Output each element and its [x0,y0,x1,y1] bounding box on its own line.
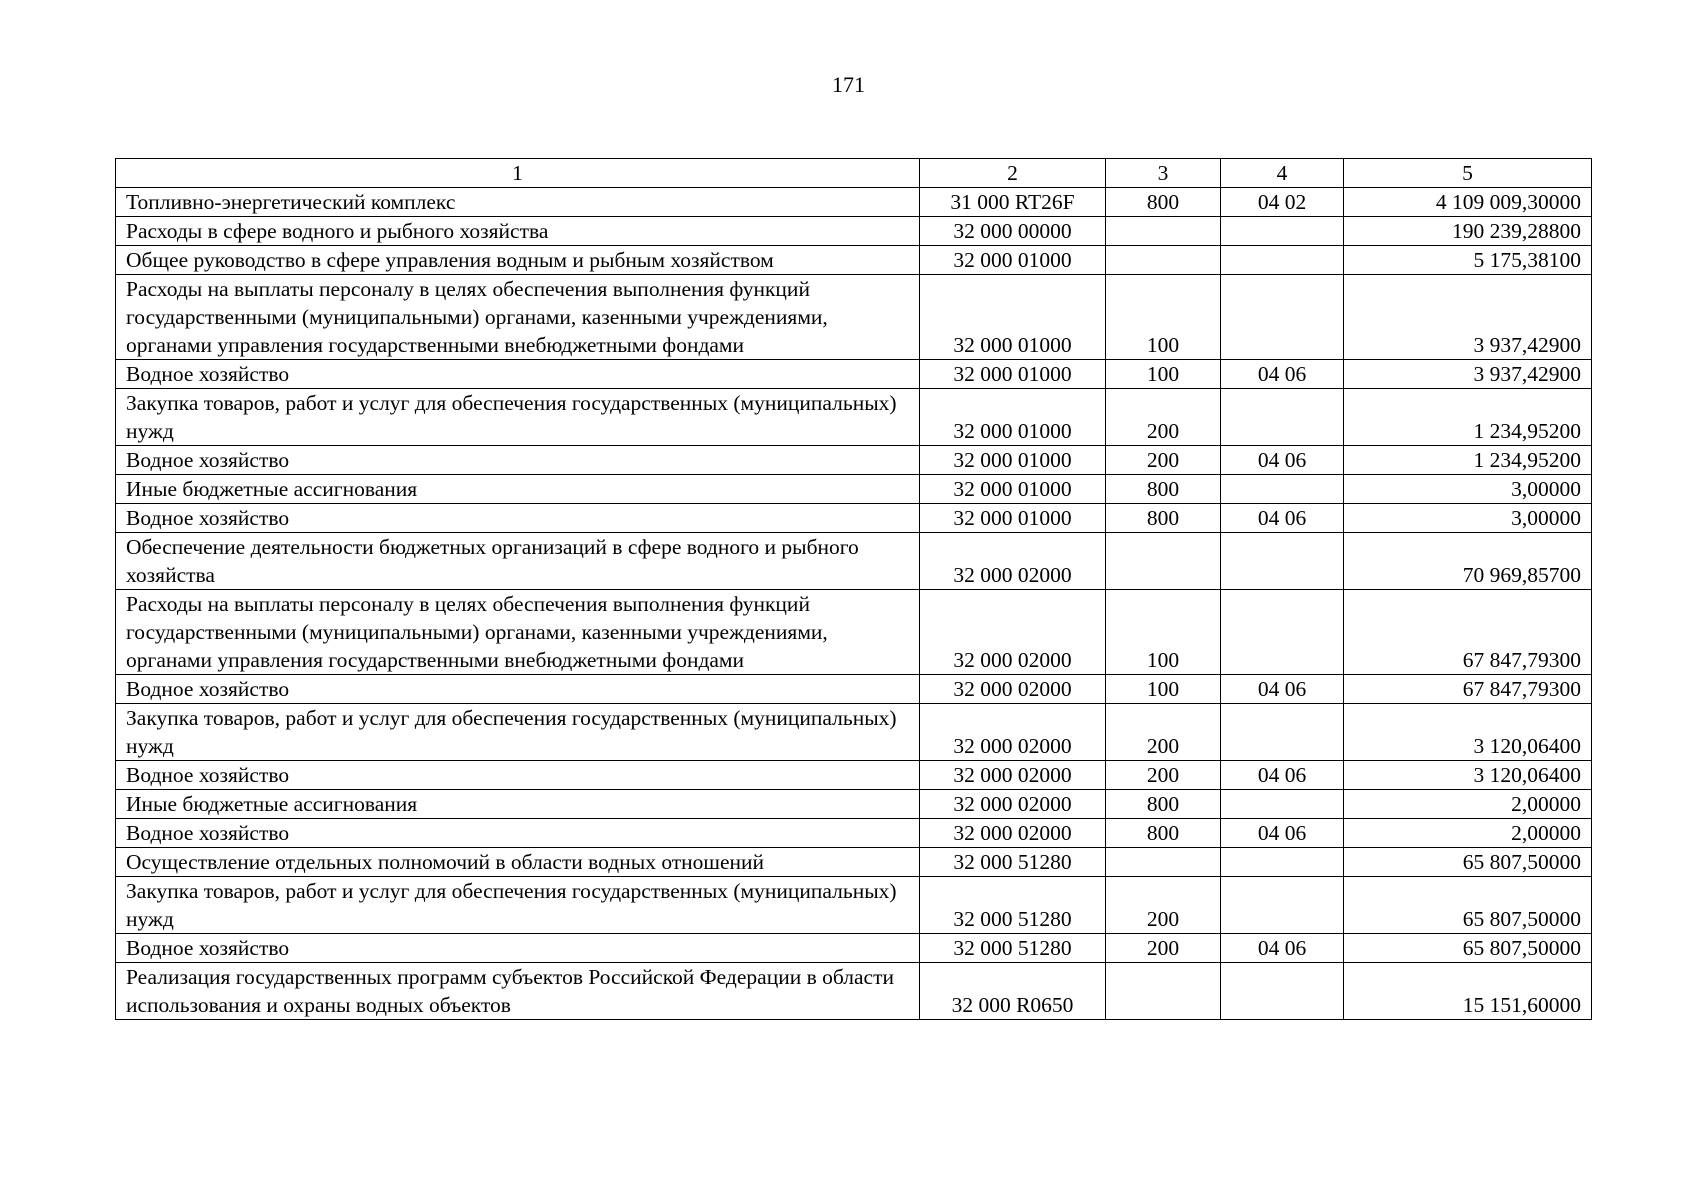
page-number: 171 [832,72,865,97]
cell-target-code: 32 000 02000 [920,704,1106,761]
cell-amount: 2,00000 [1344,819,1592,848]
cell-target-code: 32 000 02000 [920,590,1106,675]
cell-expense-type: 200 [1106,934,1221,963]
cell-section [1221,533,1344,590]
cell-expense-type [1106,533,1221,590]
cell-amount: 65 807,50000 [1344,877,1592,934]
cell-section: 04 06 [1221,675,1344,704]
cell-section [1221,963,1344,1020]
table-row [116,217,1592,246]
cell-section [1221,475,1344,504]
cell-name: Реализация государственных программ субъектов Российской Федерации в области использования и охраны водных объектов [116,963,920,1020]
cell-section [1221,389,1344,446]
cell-target-code: 32 000 01000 [920,475,1106,504]
cell-expense-type: 100 [1106,675,1221,704]
cell-expense-type: 200 [1106,704,1221,761]
cell-amount: 67 847,79300 [1344,590,1592,675]
cell-section: 04 06 [1221,360,1344,389]
cell-expense-type: 800 [1106,475,1221,504]
cell-amount: 65 807,50000 [1344,848,1592,877]
cell-name: Закупка товаров, работ и услуг для обеспечения государственных (муниципальных) нужд [116,389,920,446]
cell-expense-type: 100 [1106,275,1221,360]
budget-table [115,158,1592,1020]
column-header-2: 2 [920,159,1106,188]
cell-section: 04 06 [1221,504,1344,533]
column-header-4: 4 [1221,159,1344,188]
cell-section [1221,246,1344,275]
table-row [116,590,1592,675]
cell-expense-type: 800 [1106,790,1221,819]
cell-expense-type: 200 [1106,761,1221,790]
cell-amount: 3 120,06400 [1344,704,1592,761]
cell-section: 04 06 [1221,761,1344,790]
cell-name: Водное хозяйство [116,446,920,475]
cell-name: Водное хозяйство [116,675,920,704]
cell-expense-type: 100 [1106,590,1221,675]
table-row [116,761,1592,790]
table-row [116,188,1592,217]
cell-target-code: 32 000 01000 [920,360,1106,389]
cell-amount: 1 234,95200 [1344,389,1592,446]
cell-name: Осуществление отдельных полномочий в области водных отношений [116,848,920,877]
table-row [116,389,1592,446]
cell-name: Расходы в сфере водного и рыбного хозяйства [116,217,920,246]
cell-section [1221,704,1344,761]
table-row [116,675,1592,704]
cell-name: Расходы на выплаты персоналу в целях обеспечения выполнения функций государственными (муниципальными) органами, казенными учреждениями, органами управления государственными внебюджетными фондами [116,275,920,360]
cell-amount: 190 239,28800 [1344,217,1592,246]
table-row [116,275,1592,360]
table-row [116,360,1592,389]
cell-name: Закупка товаров, работ и услуг для обеспечения государственных (муниципальных) нужд [116,704,920,761]
cell-amount: 5 175,38100 [1344,246,1592,275]
cell-target-code: 31 000 RT26F [920,188,1106,217]
cell-expense-type: 800 [1106,188,1221,217]
cell-name: Иные бюджетные ассигнования [116,475,920,504]
column-header-3: 3 [1106,159,1221,188]
cell-target-code: 32 000 02000 [920,790,1106,819]
cell-expense-type: 100 [1106,360,1221,389]
cell-name: Водное хозяйство [116,360,920,389]
table-row [116,963,1592,1020]
table-row [116,246,1592,275]
cell-target-code: 32 000 01000 [920,275,1106,360]
table-row [116,446,1592,475]
cell-expense-type [1106,963,1221,1020]
table-row [116,790,1592,819]
table-row [116,475,1592,504]
cell-expense-type: 200 [1106,446,1221,475]
table-row [116,848,1592,877]
cell-target-code: 32 000 02000 [920,533,1106,590]
cell-target-code: 32 000 51280 [920,877,1106,934]
cell-amount: 3 937,42900 [1344,275,1592,360]
cell-section [1221,790,1344,819]
column-header-5: 5 [1344,159,1592,188]
cell-expense-type [1106,246,1221,275]
cell-section [1221,275,1344,360]
table-row [116,704,1592,761]
cell-section: 04 06 [1221,819,1344,848]
table-row [116,504,1592,533]
cell-expense-type: 200 [1106,877,1221,934]
cell-amount: 3 120,06400 [1344,761,1592,790]
cell-amount: 1 234,95200 [1344,446,1592,475]
cell-amount: 3,00000 [1344,475,1592,504]
cell-name: Обеспечение деятельности бюджетных организаций в сфере водного и рыбного хозяйства [116,533,920,590]
cell-expense-type: 800 [1106,819,1221,848]
cell-section: 04 02 [1221,188,1344,217]
cell-target-code: 32 000 51280 [920,934,1106,963]
column-header-1: 1 [116,159,920,188]
cell-amount: 3,00000 [1344,504,1592,533]
table-row [116,934,1592,963]
cell-section [1221,848,1344,877]
cell-target-code: 32 000 51280 [920,848,1106,877]
cell-section [1221,590,1344,675]
cell-name: Водное хозяйство [116,761,920,790]
cell-section [1221,877,1344,934]
cell-name: Водное хозяйство [116,504,920,533]
cell-amount: 4 109 009,30000 [1344,188,1592,217]
cell-name: Водное хозяйство [116,819,920,848]
cell-target-code: 32 000 02000 [920,761,1106,790]
cell-amount: 67 847,79300 [1344,675,1592,704]
cell-target-code: 32 000 01000 [920,389,1106,446]
budget-table-body [116,159,1592,1020]
cell-name: Общее руководство в сфере управления водным и рыбным хозяйством [116,246,920,275]
cell-section: 04 06 [1221,446,1344,475]
table-row [116,819,1592,848]
cell-target-code: 32 000 01000 [920,504,1106,533]
cell-name: Иные бюджетные ассигнования [116,790,920,819]
cell-target-code: 32 000 02000 [920,819,1106,848]
cell-target-code: 32 000 00000 [920,217,1106,246]
cell-section [1221,217,1344,246]
table-row [116,533,1592,590]
cell-name: Водное хозяйство [116,934,920,963]
cell-target-code: 32 000 01000 [920,246,1106,275]
cell-expense-type: 800 [1106,504,1221,533]
cell-target-code: 32 000 02000 [920,675,1106,704]
cell-name: Закупка товаров, работ и услуг для обеспечения государственных (муниципальных) нужд [116,877,920,934]
cell-expense-type [1106,217,1221,246]
cell-expense-type [1106,848,1221,877]
cell-name: Топливно-энергетический комплекс [116,188,920,217]
cell-amount: 65 807,50000 [1344,934,1592,963]
cell-target-code: 32 000 01000 [920,446,1106,475]
cell-name: Расходы на выплаты персоналу в целях обеспечения выполнения функций государственными (муниципальными) органами, казенными учреждениями, органами управления государственными внебюджетными фондами [116,590,920,675]
cell-target-code: 32 000 R0650 [920,963,1106,1020]
cell-amount: 70 969,85700 [1344,533,1592,590]
cell-amount: 3 937,42900 [1344,360,1592,389]
cell-section: 04 06 [1221,934,1344,963]
cell-amount: 15 151,60000 [1344,963,1592,1020]
table-header-row [116,159,1592,188]
cell-amount: 2,00000 [1344,790,1592,819]
table-row [116,877,1592,934]
cell-expense-type: 200 [1106,389,1221,446]
